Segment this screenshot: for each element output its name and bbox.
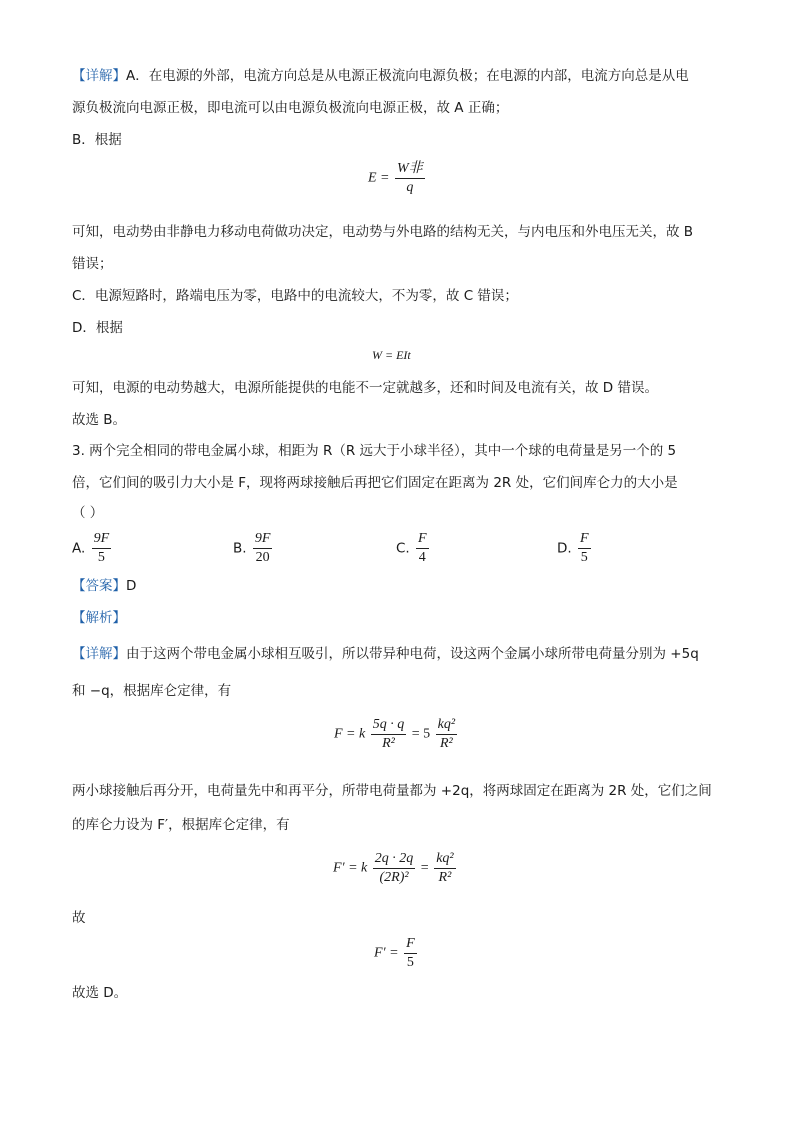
option-a: A. $\frac{9F}{5}$: [72, 531, 110, 565]
fraction: $\frac{\text{W非}}{q}$: [397, 161, 423, 195]
paragraph-d-label: D．根据: [72, 320, 123, 336]
detail-tag-2: 【详解】: [72, 646, 126, 662]
paragraph-a-line1: 【详解】A．在电源的外部，电流方向总是从电源正极流向电源负极；在电源的内部，电流方向总是从电: [72, 68, 689, 84]
option-d: D. $\frac{F}{5}$: [557, 531, 589, 565]
equation-coulomb-1: F = k $\frac{5q \cdot q}{\text{R²}}$ = 5 $\frac{\text{kq²}}{\text{R²}}$: [334, 717, 456, 751]
answer-line: [72, 576, 136, 596]
detail-line3: 两小球接触后再分开，电荷量先中和再平分，所带电荷量都为 +2q，将两球固定在距离为 2R 处，它们之间: [72, 783, 712, 799]
paragraph-a-line2: 源负极流向电源正极，即电流可以由电源负极流向电源正极，故 A 正确；: [72, 100, 509, 116]
paragraph-b-label: B．根据: [72, 132, 122, 148]
choice-b: 故选 B。: [72, 412, 127, 428]
equation-result: F′ = $\frac{F}{5}$: [374, 936, 415, 970]
paragraph-c: C．电源短路时，路端电压为零，电路中的电流较大，不为零，故 C 错误；: [72, 288, 518, 304]
paragraph-b-line2: 错误；: [72, 256, 113, 272]
paragraph-b-line1: 可知，电动势由非静电力移动电荷做功决定，电动势与外电路的结构无关，与内电压和外电压无关，故 B: [72, 224, 694, 240]
question3-line1: 3. 两个完全相同的带电金属小球，相距为 R（R 远大于小球半径），其中一个球的电荷量是另一个的 5: [72, 443, 677, 459]
gu-line: 故: [72, 910, 86, 926]
answer-tag: 【答案】: [72, 578, 126, 594]
question3-line2: 倍，它们间的吸引力大小是 F，现将两球接触后再把它们固定在距离为 2R 处，它们间库仑力的大小是: [72, 475, 678, 491]
option-c: C. $\frac{F}{4}$: [396, 531, 427, 565]
answer-value: D: [126, 578, 137, 594]
paragraph-d-line: 可知，电源的电动势越大，电源所能提供的电能不一定就越多，还和时间及电流有关，故 D 错误。: [72, 380, 658, 396]
detail-tag: 【详解】: [72, 68, 126, 84]
equation-coulomb-2: F′ = k $\frac{2q \cdot 2q}{\text{(2R)²}}$ = $\frac{\text{kq²}}{\text{R²}}$: [333, 851, 454, 885]
analysis-tag: 【解析】: [72, 610, 126, 626]
analysis-line: [72, 608, 126, 628]
equation-emf: E = $\frac{\text{W非}}{q}$: [368, 161, 423, 195]
question3-blank: （ ）: [72, 505, 104, 521]
option-b: B. $\frac{9F}{20}$: [233, 531, 271, 565]
final-choice: 故选 D。: [72, 985, 128, 1001]
detail-line4: 的库仑力设为 F′，根据库仑定律，有: [72, 817, 290, 833]
equation-work: W = EIt: [372, 348, 411, 362]
detail-line1: 【详解】由于这两个带电金属小球相互吸引，所以带异种电荷，设这两个金属小球所带电荷量分别为 +5q: [72, 646, 699, 662]
detail-line2: 和 −q，根据库仑定律，有: [72, 683, 232, 699]
